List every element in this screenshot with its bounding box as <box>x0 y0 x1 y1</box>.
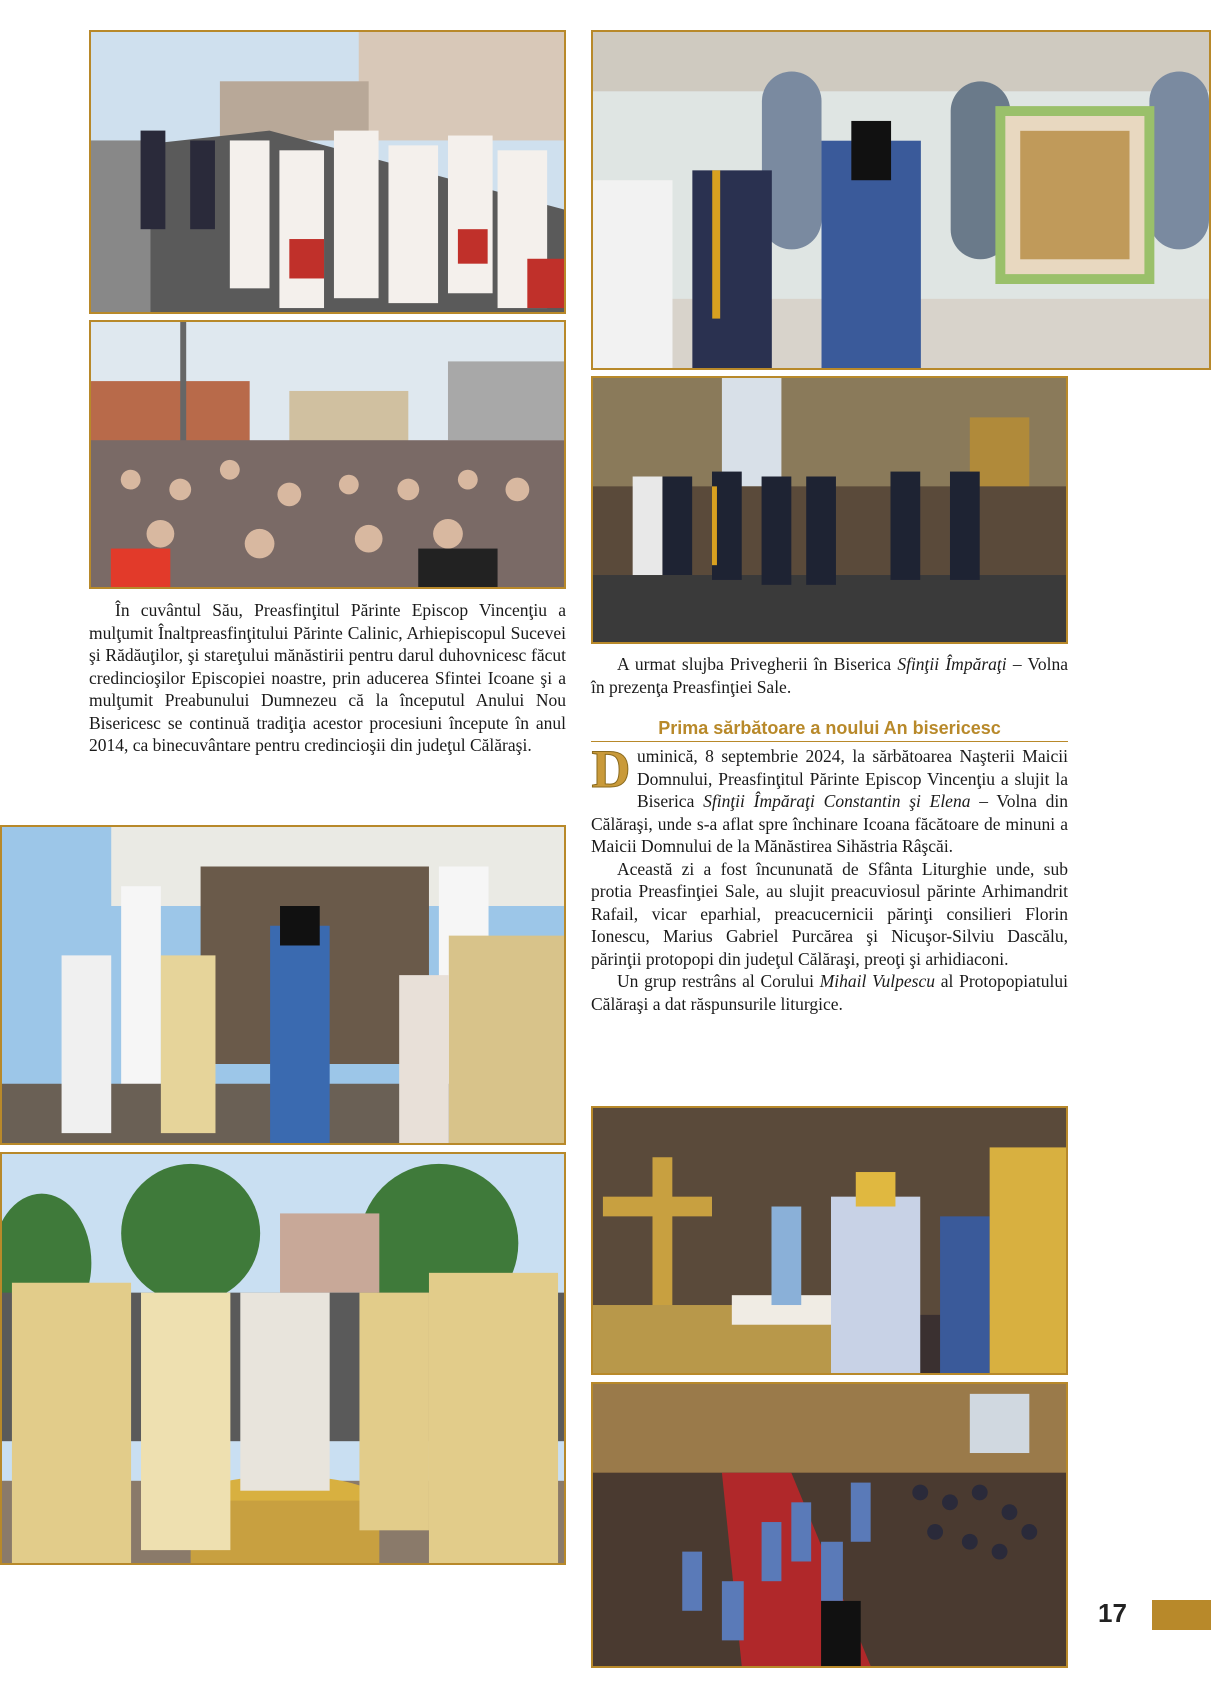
caption-italic: Sfinţii Împăraţi <box>897 654 1007 674</box>
article-p1-b: – Volna din Călăraşi, unde s-a aflat spre închinare Icoana făcătoare de minuni a Maicii Domnului de la Mănăstirea Sihăstria Râşcăi. <box>591 791 1068 856</box>
article-p1-italic: Sfinţii Împăraţi Constantin şi Elena <box>703 791 971 811</box>
article-p2: Această zi a fost încununată de Sfânta Liturghie unde, sub protia Preasfinţiei Sale, au slujit preacuviosul părinte Arhimandrit Rafail, vicar eparhial, preacucernicii părinţi consilieri Florin Ionescu, Marius Gabriel Purcărea şi Nicuşor-Silviu Dascălu, părinţii protopopi din judeţul Călăraşi, preoţi şi arhidiaconi. <box>591 858 1068 969</box>
article-body <box>591 739 1068 1015</box>
dropcap-letter: D <box>591 739 631 799</box>
page-number: 17 <box>1098 1598 1127 1628</box>
article-p3-a: Un grup restrâns al Corului <box>617 971 820 991</box>
left-paragraph-text: În cuvântul Său, Preasfinţitul Părinte Episcop Vincenţiu a mulţumit Înaltpreasfinţitului Părinte Calinic, Arhiepiscopul Sucevei şi Rădăuţilor, şi stareţului mănăstirii pentru darul duhovnicesc făcut credincioşilor Episcopiei noastre, prin aducerea Sfintei Icoane şi a mulţumit Preabunului Dumnezeu că la începutul Anului Nou Bisericesc se continuă tradiţia acestor procesiuni începute în anul 2014, ca binecuvântare pentru credincioşii din judeţul Călăraşi. <box>89 600 566 755</box>
article-p3-italic: Mihail Vulpescu <box>819 971 935 991</box>
church-interior-officials-photo <box>591 376 1068 644</box>
caption-after: – Volna în prezenţa Preasfinţiei Sale. <box>591 654 1068 697</box>
article-p1-a: uminică, 8 septembrie 2024, la sărbătoarea Naşterii Maicii Domnului, Preasfinţitul Părinte Episcop Vincenţiu a slujit la Biserica <box>637 746 1068 811</box>
icon-welcome-photo <box>591 30 1211 370</box>
outdoor-service-photo <box>0 1152 566 1565</box>
procession-children-photo <box>89 30 566 314</box>
article-p3-b: al Protopopiatului Călăraşi a dat răspunsurile liturgice. <box>591 971 1068 1014</box>
church-nave-overhead-photo <box>591 1382 1068 1668</box>
section-heading: Prima sărbătoare a noului An bisericesc <box>591 715 1068 742</box>
left-paragraph <box>89 599 566 757</box>
page-number-bar <box>1152 1600 1211 1630</box>
procession-crowd-photo <box>89 320 566 589</box>
photo-caption <box>591 653 1068 698</box>
caption-before: A urmat slujba Privegherii în Biserica <box>617 654 898 674</box>
clergy-portico-photo <box>0 825 566 1145</box>
altar-liturgy-photo <box>591 1106 1068 1375</box>
